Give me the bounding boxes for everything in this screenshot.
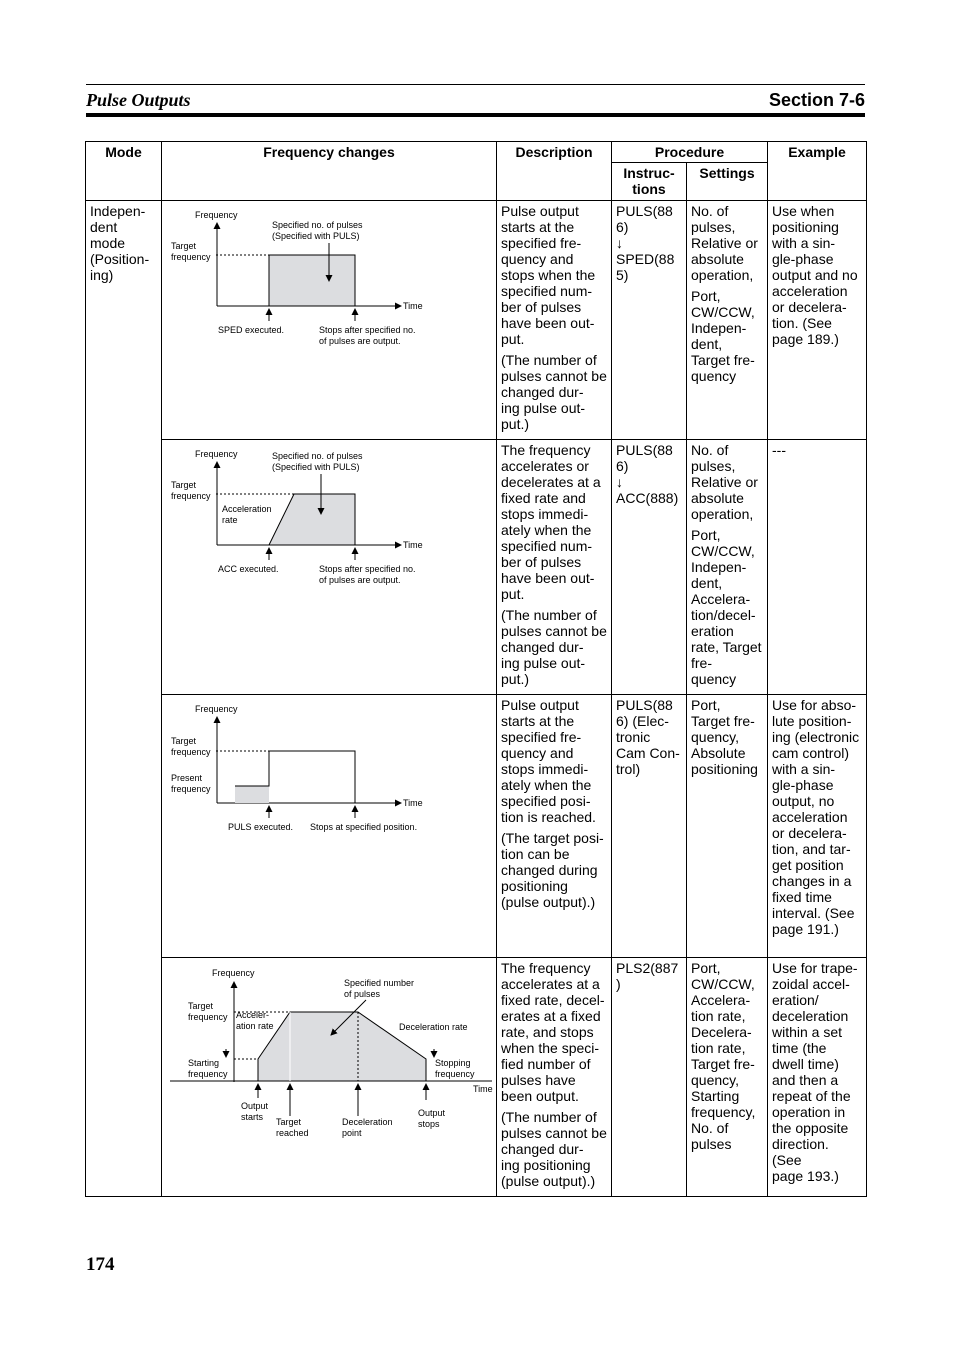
- pulse-output-table: [85, 141, 867, 1197]
- col-header-description: Description: [497, 142, 612, 201]
- present-frequency-label: Present frequency: [171, 773, 211, 794]
- settings-text: Port, CW/CCW, Accelera- tion rate, Decelera- tion rate, Target fre- quency, Starting frequency, No. of pulses: [691, 960, 756, 1152]
- col-header-settings: Settings: [687, 163, 768, 201]
- settings-text-2: Port, CW/CCW, Indepen- dent, Target fre- quency: [691, 288, 755, 384]
- start-label: PULS executed.: [228, 822, 294, 832]
- stop-label-2: of pulses are output.: [319, 575, 401, 585]
- starting-frequency-label: Starting frequency: [188, 1058, 228, 1079]
- description-note: (The number of pulses cannot be changed dur- ing positioning (pulse output).): [501, 1109, 607, 1189]
- description-text: The frequency accelerates at a fixed rate, decel- erates at a fixed rate, and stops when the speci- fied number of pulses have been output.: [501, 960, 605, 1104]
- acceleration-rate-label: Acceler-ation rate: [236, 1010, 274, 1031]
- diagram-cell-2: [162, 440, 497, 695]
- example-cell-1: Use when positioning with a sin- gle-phase output and no acceleration or decelera- tion. (See page 189.): [768, 201, 867, 440]
- output-starts-label: Output starts: [241, 1101, 269, 1122]
- description-cell-4: [497, 958, 612, 1197]
- stop-label-2: of pulses are output.: [319, 336, 401, 346]
- settings-cell-1: [687, 201, 768, 440]
- settings-text-2: Port, CW/CCW, Indepen- dent, Accelera- tion/decel- eration rate, Target fre- quency: [691, 527, 762, 687]
- description-cell-2: [497, 440, 612, 695]
- freq-axis-label: Frequency: [195, 449, 238, 459]
- description-text: Pulse output starts at the specified fre- quency and stops when the specified num- ber of pulses have been out- put.: [501, 203, 596, 347]
- target-frequency-label: Target frequency: [171, 241, 211, 262]
- diagram-cell-3: [162, 695, 497, 958]
- description-note: (The target posi- tion can be changed during positioning (pulse output).): [501, 830, 604, 910]
- target-frequency-label: Target frequency: [188, 1001, 228, 1022]
- settings-cell-3: [687, 695, 768, 958]
- mode-cell: Indepen- dent mode (Position- ing): [86, 201, 162, 1197]
- instructions-cell-1: PULS(88 6) ↓ SPED(88 5): [612, 201, 687, 440]
- stop-label: Stops at specified position.: [310, 822, 418, 832]
- target-frequency-label: Target frequency: [171, 736, 211, 757]
- settings-cell-2: [687, 440, 768, 695]
- diagram-cell-4: [162, 958, 497, 1197]
- frequency-diagram-4: [166, 960, 496, 1188]
- col-header-frequency-changes: Frequency changes: [162, 142, 497, 201]
- acceleration-rate-label: Acceleration rate: [222, 504, 272, 525]
- col-header-example: Example: [768, 142, 867, 201]
- settings-cell-4: [687, 958, 768, 1197]
- specified-number-label: Specified number of pulses: [344, 978, 415, 999]
- example-cell-3: Use for abso- lute position- ing (electronic cam control) with a sin- gle-phase output, no acceleration or decelera- tion, and tar- get position changes in a fixed time interval. (See page 191.): [768, 695, 867, 958]
- specified-pulses-label: Specified no. of pulses: [272, 220, 363, 230]
- description-cell-3: [497, 695, 612, 958]
- description-text: Pulse output starts at the specified fre- quency and stops immedi- ately when the specified posi- tion is reached.: [501, 697, 596, 825]
- settings-text: Port, Target fre- quency, Absolute positioning: [691, 697, 758, 777]
- stop-label: Stops after specified no.: [319, 325, 416, 335]
- specified-pulses-label: Specified no. of pulses: [272, 451, 363, 461]
- deceleration-point-label: Deceleration point: [342, 1117, 393, 1138]
- start-label: ACC executed.: [218, 564, 279, 574]
- stopping-frequency-label: Stopping frequency: [435, 1058, 475, 1079]
- deceleration-rate-label: Deceleration rate: [399, 1022, 468, 1032]
- description-text: The frequency accelerates or decelerates at a fixed rate and stops immedi- ately when the specified num- ber of pulses have been out- put.: [501, 442, 601, 602]
- start-label: SPED executed.: [218, 325, 285, 335]
- specified-pulses-label-2: (Specified with PULS): [272, 231, 360, 241]
- header-rule-top: [86, 84, 865, 85]
- freq-axis-label: Frequency: [195, 210, 238, 220]
- instructions-cell-4: PLS2(887 ): [612, 958, 687, 1197]
- time-axis-label: Time: [473, 1084, 493, 1094]
- frequency-diagram-3: [166, 697, 496, 952]
- settings-text: No. of pulses, Relative or absolute operation,: [691, 442, 758, 522]
- page-number: 174: [86, 1254, 115, 1275]
- stop-label: Stops after specified no.: [319, 564, 416, 574]
- instructions-cell-2: PULS(88 6) ↓ ACC(888): [612, 440, 687, 695]
- specified-pulses-label-2: (Specified with PULS): [272, 462, 360, 472]
- freq-axis-label: Frequency: [212, 968, 255, 978]
- instructions-cell-3: PULS(88 6) (Elec- tronic Cam Con- trol): [612, 695, 687, 958]
- target-frequency-label: Target frequency: [171, 480, 211, 501]
- col-header-procedure: Procedure: [612, 142, 768, 163]
- time-axis-label: Time: [403, 301, 423, 311]
- col-header-instructions: Instruc- tions: [612, 163, 687, 201]
- header-rule-bottom: [86, 113, 865, 117]
- diagram-cell-1: [162, 201, 497, 440]
- col-header-mode: Mode: [86, 142, 162, 201]
- description-note: (The number of pulses cannot be changed dur- ing pulse out- put.): [501, 352, 607, 432]
- frequency-diagram-1: [166, 203, 496, 431]
- target-reached-label: Target reached: [276, 1117, 309, 1138]
- settings-text: No. of pulses, Relative or absolute operation,: [691, 203, 758, 283]
- example-cell-2: ---: [768, 440, 867, 695]
- page-header-title: Pulse Outputs: [86, 90, 191, 110]
- time-axis-label: Time: [403, 798, 423, 808]
- page-header-section: Section 7-6: [768, 90, 865, 110]
- output-stops-label: Output stops: [418, 1108, 446, 1129]
- freq-axis-label: Frequency: [195, 704, 238, 714]
- time-axis-label: Time: [403, 540, 423, 550]
- description-cell-1: [497, 201, 612, 440]
- frequency-diagram-2: [166, 442, 496, 686]
- example-cell-4: Use for trape- zoidal accel- eration/ deceleration within a set time (the dwell time) and then a repeat of the operation in the opposite direction. (See page 193.): [768, 958, 867, 1197]
- description-note: (The number of pulses cannot be changed dur- ing pulse out- put.): [501, 607, 607, 687]
